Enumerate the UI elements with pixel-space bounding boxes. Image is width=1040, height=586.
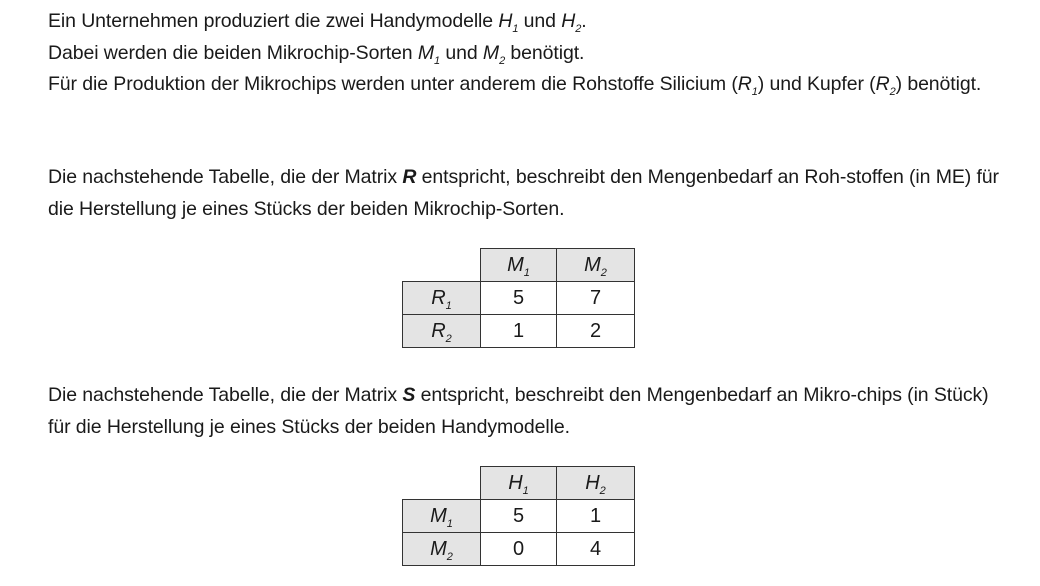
- symbol-h1: $H_1$: [498, 10, 519, 35]
- row-header-m2: $M_2$: [403, 533, 481, 566]
- intro-paragraph: [48, 6, 1008, 101]
- table-corner-cell: [403, 249, 481, 282]
- column-header-h1: $H_1$: [481, 467, 557, 500]
- symbol-r1: $R_1$: [737, 73, 758, 98]
- row-header-r2: $R_2$: [403, 315, 481, 348]
- table-cell: 1: [557, 500, 635, 533]
- intro-line-2: Dabei werden die beiden Mikrochip-Sorten $M_1$ und $M_2$ benötigt.: [48, 41, 585, 67]
- matrix-s-description: Die nachstehende Tabelle, die der Matrix S entspricht, beschreibt den Mengenbedarf an Mikro-chips (in Stück) für die Herstellung je eines Stücks der beiden Handymodelle.: [48, 384, 989, 438]
- matrix-s-symbol: S: [402, 384, 416, 406]
- intro-line-3: Für die Produktion der Mikrochips werden unter anderem die Rohstoffe Silicium $(R_1)$ und Kupfer $(R_2)$ benötigt.: [48, 73, 982, 98]
- symbol-h2: $H_2$: [561, 10, 582, 35]
- table-corner-cell: [403, 467, 481, 500]
- table-row: [403, 500, 635, 533]
- row-header-r1: $R_1$: [403, 282, 481, 315]
- matrix-r-symbol: R: [402, 166, 417, 188]
- matrix-s-table: [402, 466, 635, 566]
- matrix-r-description: Die nachstehende Tabelle, die der Matrix R entspricht, beschreibt den Mengenbedarf an Roh-stoffen (in ME) für die Herstellung je eines Stücks der beiden Mikrochip-Sorten.: [48, 166, 999, 220]
- table-cell: 5: [481, 282, 557, 315]
- table-cell: 2: [557, 315, 635, 348]
- column-header-m2: $M_2$: [557, 249, 635, 282]
- table-cell: 1: [481, 315, 557, 348]
- table-header-row: [403, 249, 635, 282]
- column-header-h2: $H_2$: [557, 467, 635, 500]
- table-cell: 5: [481, 500, 557, 533]
- column-header-m1: $M_1$: [481, 249, 557, 282]
- intro-line-1: Ein Unternehmen produziert die zwei Handymodelle $H_1$ und $H_2$.: [48, 10, 587, 35]
- table-header-row: [403, 467, 635, 500]
- table-cell: 7: [557, 282, 635, 315]
- row-header-m1: $M_1$: [403, 500, 481, 533]
- symbol-m1: $M_1$: [417, 41, 441, 67]
- symbol-m2: $M_2$: [482, 41, 506, 67]
- symbol-r2: $R_2$: [875, 73, 896, 98]
- table-cell: 4: [557, 533, 635, 566]
- table-cell: 0: [481, 533, 557, 566]
- table-row: [403, 533, 635, 566]
- table-row: [403, 315, 635, 348]
- table-row: [403, 282, 635, 315]
- matrix-r-table: [402, 248, 635, 348]
